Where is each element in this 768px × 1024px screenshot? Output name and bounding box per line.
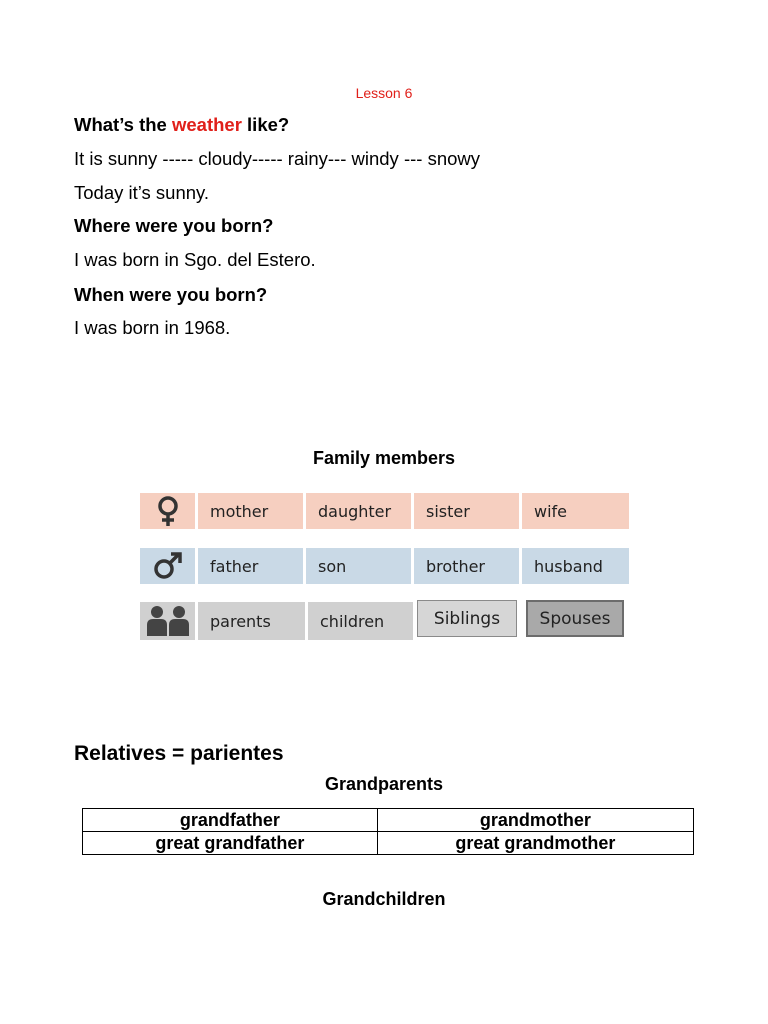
plural-cell-children: children bbox=[308, 602, 416, 640]
table-cell-great-grandmother: great grandmother bbox=[377, 832, 693, 855]
female-symbol-icon bbox=[140, 493, 198, 529]
relatives-heading: Relatives = parientes bbox=[74, 742, 284, 765]
siblings-box: Siblings bbox=[417, 600, 517, 637]
when-born-question: When were you born? bbox=[74, 284, 268, 305]
female-cell-wife: wife bbox=[522, 493, 632, 529]
table-cell-grandfather: grandfather bbox=[83, 809, 378, 832]
male-symbol-icon bbox=[140, 548, 198, 584]
weather-question bbox=[74, 114, 289, 136]
plural-row bbox=[140, 602, 416, 640]
family-members-title: Family members bbox=[312, 448, 456, 468]
weather-options: It is sunny ----- cloudy----- rainy--- windy --- snowy bbox=[74, 148, 481, 169]
female-row bbox=[140, 493, 632, 529]
table-cell-grandmother: grandmother bbox=[377, 809, 693, 832]
male-cell-husband: husband bbox=[522, 548, 632, 584]
female-cell-sister: sister bbox=[414, 493, 522, 529]
male-row bbox=[140, 548, 632, 584]
female-cell-mother: mother bbox=[198, 493, 306, 529]
table-row bbox=[83, 809, 694, 832]
where-born-answer: I was born in Sgo. del Estero. bbox=[74, 249, 316, 270]
where-born-question: Where were you born? bbox=[74, 215, 274, 236]
spouses-box: Spouses bbox=[526, 600, 624, 637]
male-cell-brother: brother bbox=[414, 548, 522, 584]
male-cell-son: son bbox=[306, 548, 414, 584]
table-cell-great-grandfather: great grandfather bbox=[83, 832, 378, 855]
female-cell-daughter: daughter bbox=[306, 493, 414, 529]
male-cell-father: father bbox=[198, 548, 306, 584]
lesson-label: Lesson 6 bbox=[355, 85, 413, 101]
grandparents-table bbox=[82, 808, 694, 855]
weather-question-start: What’s the bbox=[74, 114, 172, 135]
plural-cell-parents: parents bbox=[198, 602, 308, 640]
grandchildren-title: Grandchildren bbox=[322, 889, 446, 909]
today-sentence: Today it’s sunny. bbox=[74, 182, 210, 203]
weather-keyword: weather bbox=[171, 114, 242, 135]
weather-question-end: like? bbox=[241, 114, 290, 135]
grandparents-title: Grandparents bbox=[324, 774, 444, 794]
people-icon bbox=[140, 602, 198, 640]
table-row bbox=[83, 832, 694, 855]
when-born-answer: I was born in 1968. bbox=[74, 317, 231, 338]
